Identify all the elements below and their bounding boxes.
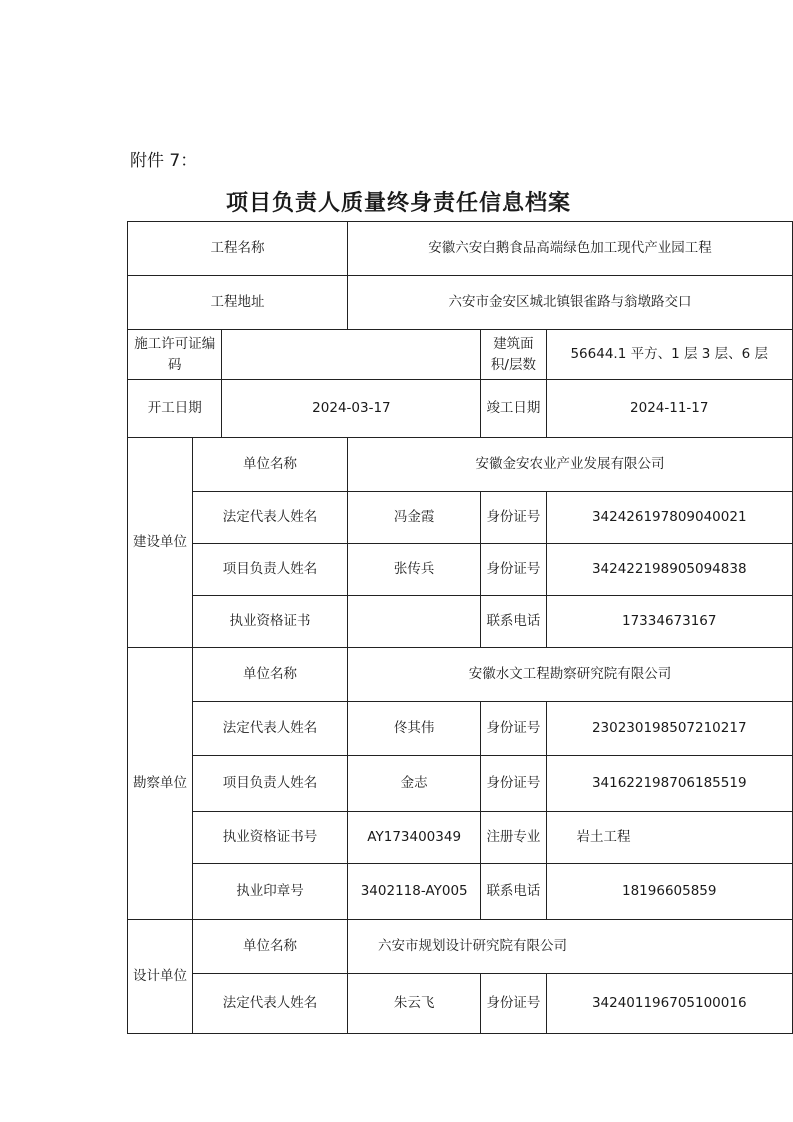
survey-seal-value: 3402118-AY005 <box>347 864 480 920</box>
document-title: 项目负责人质量终身责任信息档案 <box>226 191 572 216</box>
table-row <box>128 330 793 380</box>
survey-seal-label: 执业印章号 <box>193 864 348 920</box>
table-row <box>128 380 793 438</box>
survey-legal-id-value: 230230198507210217 <box>546 702 793 756</box>
design-legal-id-value: 342401196705100016 <box>546 974 793 1034</box>
survey-legal-id-label: 身份证号 <box>481 702 546 756</box>
info-table <box>127 221 793 1034</box>
table-row <box>128 438 793 492</box>
construction-cert-value <box>347 596 480 648</box>
appendix-label: 附件 7： <box>130 151 198 171</box>
design-section-label: 设计单位 <box>128 920 193 1034</box>
construction-phone-value: 17334673167 <box>546 596 793 648</box>
construction-legal-id-label: 身份证号 <box>481 492 546 544</box>
construction-pm-id-label: 身份证号 <box>481 544 546 596</box>
construction-phone-label: 联系电话 <box>481 596 546 648</box>
design-legal-id-label: 身份证号 <box>481 974 546 1034</box>
survey-legal-label: 法定代表人姓名 <box>193 702 348 756</box>
construction-legal-id-value: 342426197809040021 <box>546 492 793 544</box>
survey-section-label: 勘察单位 <box>128 648 193 920</box>
end-date-label: 竣工日期 <box>481 380 546 438</box>
table-row <box>128 812 793 864</box>
survey-unit-label: 单位名称 <box>193 648 348 702</box>
table-row <box>128 596 793 648</box>
construction-section-label: 建设单位 <box>128 438 193 648</box>
survey-pm-label: 项目负责人姓名 <box>193 756 348 812</box>
construction-pm-id-value: 342422198905094838 <box>546 544 793 596</box>
permit-label: 施工许可证编码 <box>128 330 222 380</box>
construction-unit-value: 安徽金安农业产业发展有限公司 <box>347 438 792 492</box>
project-address-value: 六安市金安区城北镇银雀路与翁墩路交口 <box>347 276 792 330</box>
survey-phone-label: 联系电话 <box>481 864 546 920</box>
survey-phone-value: 18196605859 <box>546 864 793 920</box>
survey-pm-id-label: 身份证号 <box>481 756 546 812</box>
design-unit-value: 六安市规划设计研究院有限公司 <box>347 920 792 974</box>
project-name-label: 工程名称 <box>128 222 348 276</box>
survey-cert-label: 执业资格证书号 <box>193 812 348 864</box>
start-date-label: 开工日期 <box>128 380 222 438</box>
table-row <box>128 276 793 330</box>
survey-reg-value: 岩土工程 <box>546 812 793 864</box>
table-row <box>128 222 793 276</box>
construction-cert-label: 执业资格证书 <box>193 596 348 648</box>
table-row <box>128 648 793 702</box>
construction-unit-label: 单位名称 <box>193 438 348 492</box>
table-row <box>128 974 793 1034</box>
permit-value <box>222 330 481 380</box>
table-row <box>128 864 793 920</box>
table-row <box>128 492 793 544</box>
table-row <box>128 756 793 812</box>
project-name-value: 安徽六安白鹅食品高端绿色加工现代产业园工程 <box>347 222 792 276</box>
survey-reg-label: 注册专业 <box>481 812 546 864</box>
table-row <box>128 544 793 596</box>
survey-legal-value: 佟其伟 <box>347 702 480 756</box>
survey-cert-value: AY173400349 <box>347 812 480 864</box>
project-address-label: 工程地址 <box>128 276 348 330</box>
construction-legal-value: 冯金霞 <box>347 492 480 544</box>
area-value: 56644.1 平方、1 层 3 层、6 层 <box>546 330 793 380</box>
start-date-value: 2024-03-17 <box>222 380 481 438</box>
table-row <box>128 920 793 974</box>
design-legal-label: 法定代表人姓名 <box>193 974 348 1034</box>
survey-pm-id-value: 341622198706185519 <box>546 756 793 812</box>
survey-unit-value: 安徽水文工程勘察研究院有限公司 <box>347 648 792 702</box>
area-label: 建筑面积/层数 <box>481 330 546 380</box>
survey-pm-value: 金志 <box>347 756 480 812</box>
table-row <box>128 702 793 756</box>
construction-pm-value: 张传兵 <box>347 544 480 596</box>
design-unit-label: 单位名称 <box>193 920 348 974</box>
design-legal-value: 朱云飞 <box>347 974 480 1034</box>
end-date-value: 2024-11-17 <box>546 380 793 438</box>
construction-legal-label: 法定代表人姓名 <box>193 492 348 544</box>
construction-pm-label: 项目负责人姓名 <box>193 544 348 596</box>
